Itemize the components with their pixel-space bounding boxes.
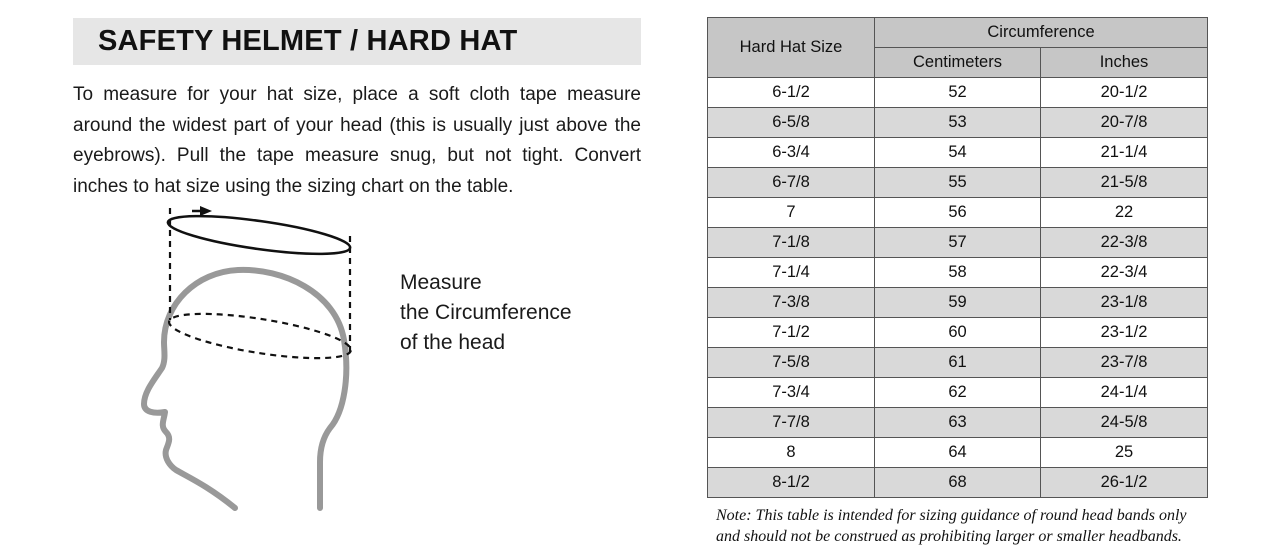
measure-caption <box>400 268 572 358</box>
cell-size: 7-1/2 <box>708 318 875 348</box>
cell-cm: 68 <box>875 468 1041 498</box>
cell-size: 7-3/8 <box>708 288 875 318</box>
cell-size: 6-5/8 <box>708 108 875 138</box>
cell-inches: 23-7/8 <box>1041 348 1208 378</box>
note-line: Note: This table is intended for sizing guidance of round head bands only <box>716 507 1187 524</box>
cell-inches: 20-7/8 <box>1041 108 1208 138</box>
hard-hat-size-table <box>707 17 1208 498</box>
table-row <box>708 108 1208 138</box>
caption-line: of the head <box>400 331 506 354</box>
cell-cm: 64 <box>875 438 1041 468</box>
cell-size: 7 <box>708 198 875 228</box>
cell-inches: 23-1/2 <box>1041 318 1208 348</box>
cell-cm: 61 <box>875 348 1041 378</box>
table-row <box>708 408 1208 438</box>
cell-size: 7-1/8 <box>708 228 875 258</box>
cell-inches: 23-1/8 <box>1041 288 1208 318</box>
caption-line: the Circumference <box>400 301 572 324</box>
cell-inches: 22-3/8 <box>1041 228 1208 258</box>
table-row <box>708 138 1208 168</box>
header-circumference: Circumference <box>875 18 1208 48</box>
cell-cm: 57 <box>875 228 1041 258</box>
cell-size: 6-7/8 <box>708 168 875 198</box>
cell-inches: 22-3/4 <box>1041 258 1208 288</box>
cell-cm: 59 <box>875 288 1041 318</box>
cell-cm: 55 <box>875 168 1041 198</box>
cell-cm: 54 <box>875 138 1041 168</box>
table-row <box>708 198 1208 228</box>
table-row <box>708 78 1208 108</box>
cell-size: 7-5/8 <box>708 348 875 378</box>
cell-size: 7-1/4 <box>708 258 875 288</box>
header-inches: Inches <box>1041 48 1208 78</box>
cell-inches: 22 <box>1041 198 1208 228</box>
table-row <box>708 288 1208 318</box>
cell-size: 7-7/8 <box>708 408 875 438</box>
table-note <box>716 505 1216 547</box>
cell-size: 6-3/4 <box>708 138 875 168</box>
cell-cm: 53 <box>875 108 1041 138</box>
table-row <box>708 468 1208 498</box>
table-row <box>708 348 1208 378</box>
note-line: and should not be construed as prohibiting larger or smaller headbands. <box>716 528 1182 545</box>
head-outline-icon <box>144 270 346 508</box>
cell-inches: 24-1/4 <box>1041 378 1208 408</box>
intro-paragraph: To measure for your hat size, place a soft cloth tape measure around the widest part of your head (this is usually just above the eyebrows). Pull the tape measure snug, but not tight. Convert inches to hat size using the sizing chart on the table. <box>73 84 641 197</box>
cell-inches: 20-1/2 <box>1041 78 1208 108</box>
cell-size: 8-1/2 <box>708 468 875 498</box>
cell-size: 8 <box>708 438 875 468</box>
cell-inches: 21-5/8 <box>1041 168 1208 198</box>
table-row <box>708 228 1208 258</box>
cell-cm: 52 <box>875 78 1041 108</box>
cell-size: 6-1/2 <box>708 78 875 108</box>
tape-ring-icon <box>166 208 352 261</box>
cell-inches: 21-1/4 <box>1041 138 1208 168</box>
table-row <box>708 318 1208 348</box>
table-row <box>708 168 1208 198</box>
header-hard-hat-size: Hard Hat Size <box>708 18 875 78</box>
page-title: SAFETY HELMET / HARD HAT <box>98 25 518 57</box>
cell-inches: 26-1/2 <box>1041 468 1208 498</box>
cell-inches: 24-5/8 <box>1041 408 1208 438</box>
table-row <box>708 378 1208 408</box>
head-measurement-diagram <box>130 200 370 516</box>
cell-cm: 62 <box>875 378 1041 408</box>
title-banner <box>73 18 641 65</box>
table-row <box>708 438 1208 468</box>
cell-cm: 58 <box>875 258 1041 288</box>
head-circumference-dashed <box>166 305 353 367</box>
caption-line: Measure <box>400 271 482 294</box>
cell-inches: 25 <box>1041 438 1208 468</box>
table-row <box>708 258 1208 288</box>
header-centimeters: Centimeters <box>875 48 1041 78</box>
cell-cm: 56 <box>875 198 1041 228</box>
cell-size: 7-3/4 <box>708 378 875 408</box>
cell-cm: 63 <box>875 408 1041 438</box>
cell-cm: 60 <box>875 318 1041 348</box>
